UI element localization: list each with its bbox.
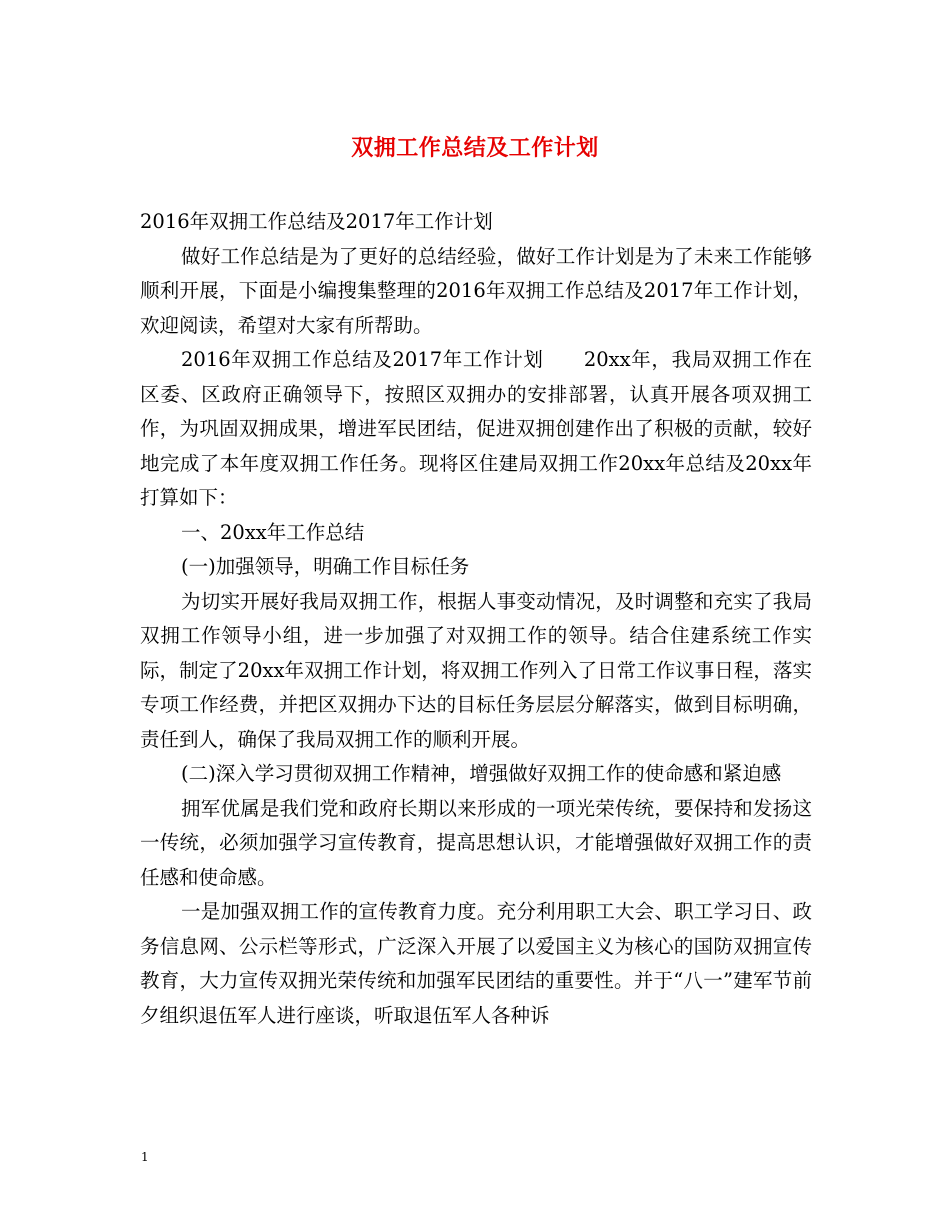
document-body xyxy=(140,205,812,1033)
paragraph-tradition: 拥军优属是我们党和政府长期以来形成的一项光荣传统，要保持和发扬这一传统，必须加强学习宣传教育，提高思想认识，才能增强做好双拥工作的责任感和使命感。 xyxy=(140,796,812,889)
document-subtitle: 2016年双拥工作总结及2017年工作计划 xyxy=(140,210,493,233)
section-heading-summary: 一、20xx年工作总结 xyxy=(181,520,365,544)
subsection-heading-leadership: (一)加强领导，明确工作目标任务 xyxy=(181,555,470,578)
page-number: 1 xyxy=(141,1150,149,1164)
paragraph-intro: 做好工作总结是为了更好的总结经验，做好工作计划是为了未来工作能够顺利开展，下面是小编搜集整理的2016年双拥工作总结及2017年工作计划，欢迎阅读，希望对大家有所帮助。 xyxy=(140,244,812,337)
subsection-heading-study: (二)深入学习贯彻双拥工作精神，增强做好双拥工作的使命感和紧迫感 xyxy=(181,762,782,785)
paragraph-publicity: 一是加强双拥工作的宣传教育力度。充分利用职工大会、职工学习日、政务信息网、公示栏等形式，广泛深入开展了以爱国主义为核心的国防双拥宣传教育，大力宣传双拥光荣传统和加强军民团结的重要性。并于“八一”建军节前夕组织退伍军人进行座谈，听取退伍军人各种诉 xyxy=(140,900,812,1027)
paragraph-leadership: 为切实开展好我局双拥工作，根据人事变动情况，及时调整和充实了我局双拥工作领导小组，进一步加强了对双拥工作的领导。结合住建系统工作实际，制定了20xx年双拥工作计划，将双拥工作列入了日常工作议事日程，落实专项工作经费，并把区双拥办下达的目标任务层层分解落实，做到目标明确，责任到人，确保了我局双拥工作的顺利开展。 xyxy=(140,589,812,751)
paragraph-overview: 2016年双拥工作总结及2017年工作计划 20xx年，我局双拥工作在区委、区政府正确领导下，按照区双拥办的安排部署，认真开展各项双拥工作，为巩固双拥成果，增进军民团结，促进双拥创建作出了积极的贡献，较好地完成了本年度双拥工作任务。现将区住建局双拥工作20xx年总结及20xx年打算如下： xyxy=(140,348,812,509)
document-title: 双拥工作总结及工作计划 xyxy=(351,135,599,161)
